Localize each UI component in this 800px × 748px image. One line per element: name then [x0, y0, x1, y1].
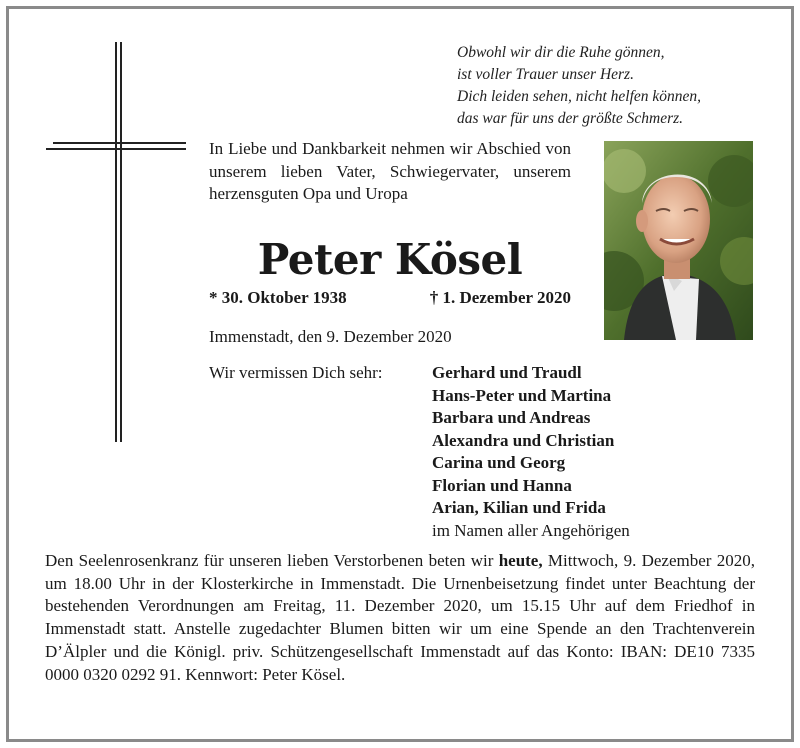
mourner-name: Hans-Peter und Martina — [432, 385, 612, 405]
poem-line: das war für uns der größte Schmerz. — [457, 110, 684, 127]
mourner-name: Florian und Hanna — [432, 475, 572, 495]
mourners-label: Wir vermissen Dich sehr: — [209, 363, 383, 382]
cross-vertical-line — [115, 42, 117, 442]
deceased-name: Peter Kösel — [257, 235, 523, 284]
death-date: † 1. Dezember 2020 — [429, 288, 571, 307]
poem-line: ist voller Trauer unser Herz. — [457, 66, 634, 83]
mourner-name: Gerhard und Traudl — [432, 363, 582, 382]
poem-line: Dich leiden sehen, nicht helfen können, — [457, 88, 702, 105]
cross-vertical-line — [120, 42, 122, 442]
cross-horizontal-line — [46, 148, 186, 150]
poem-line: Obwohl wir dir die Ruhe gönnen, — [457, 44, 665, 61]
intro-text: In Liebe und Dankbarkeit nehmen wir Abschied von unserem lieben Vater, Schwiegervater, unserem herzensguten Opa und Uropa — [209, 139, 571, 203]
life-dates — [209, 286, 571, 310]
announcement-part: Mittwoch, 9. Dezember 2020, um 18.00 Uhr in der Klosterkirche in Immenstadt. Die Urnenbeisetzung findet unter Beachtung der bestehenden Verordnungen am Freitag, 11. Dezember 2020, um 15.15 Uhr auf dem Friedhof in Immenstadt statt. Anstelle zugedachter Blumen bitten wir um eine Spende an den Trachtenverein D’Älpler und die Königl. priv. Schützengesellschaft Immenstadt auf das Konto: IBAN: DE10 7335 0000 0320 0292 91. Kennwort: Peter Kösel. — [45, 551, 756, 684]
mourners-closing: im Namen aller Angehörigen — [432, 520, 630, 540]
birth-date: * 30. Oktober 1938 — [209, 288, 347, 307]
announcement-text — [45, 550, 755, 686]
announcement-highlight: heute, — [498, 551, 543, 570]
portrait-photo — [604, 141, 753, 340]
mourner-name: Alexandra und Christian — [432, 430, 615, 450]
mourner-name: Carina und Georg — [432, 453, 566, 472]
cross-horizontal-line — [53, 142, 186, 144]
poem — [457, 42, 777, 130]
place-date: Immenstadt, den 9. Dezember 2020 — [209, 327, 452, 346]
mourners-list — [432, 362, 630, 542]
announcement-part: Den Seelenrosenkranz für unseren lieben Verstorbenen beten wir — [45, 551, 499, 570]
mourner-name: Arian, Kilian und Frida — [432, 498, 606, 517]
mourner-name: Barbara und Andreas — [432, 408, 591, 427]
